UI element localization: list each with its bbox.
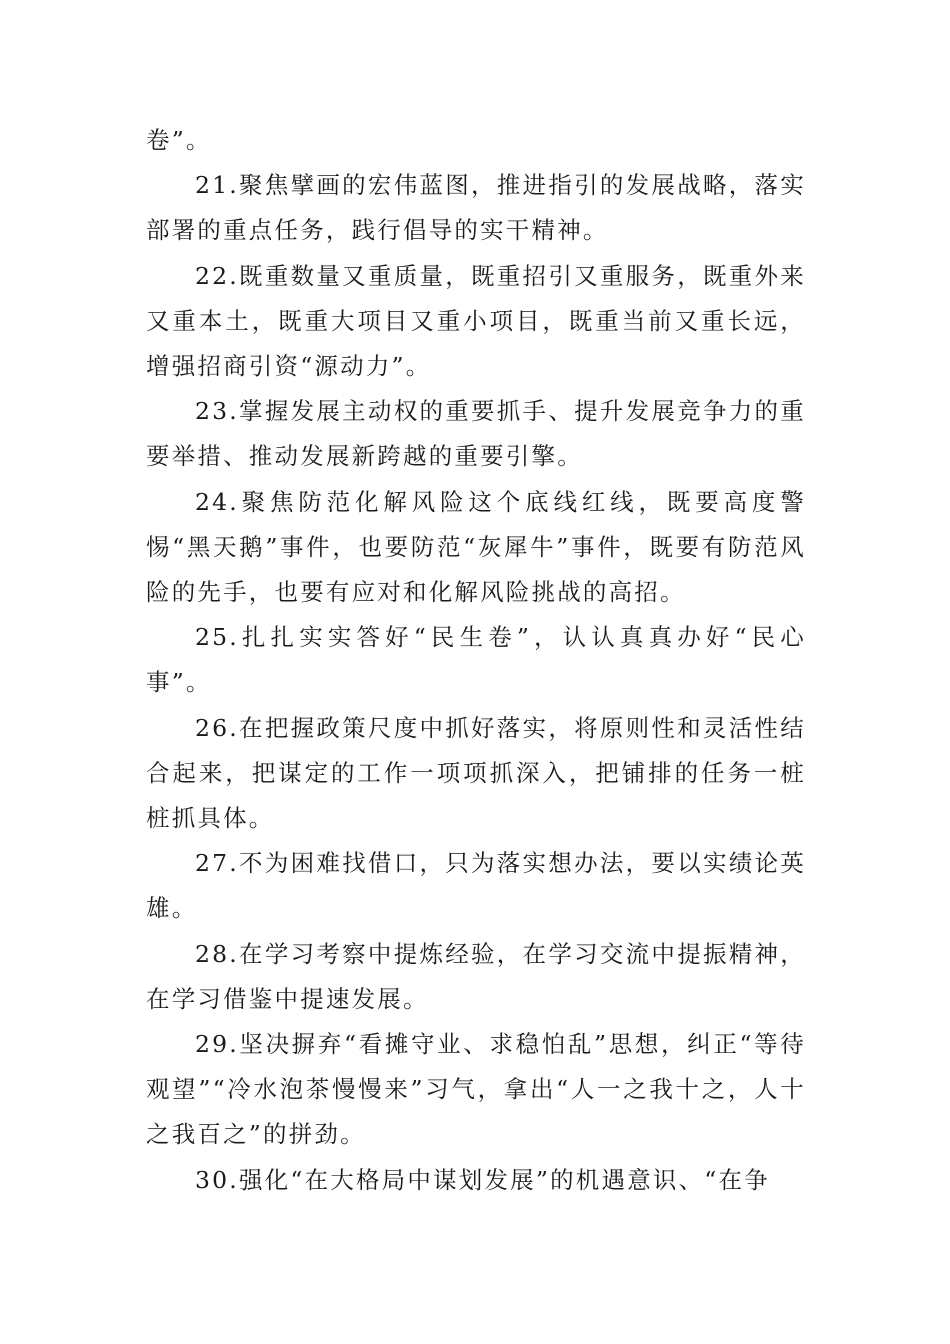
paragraph-item-29: 29.坚决摒弃“看摊守业、求稳怕乱”思想，纠正“等待观望”“冷水泡茶慢慢来”习气，拿出“人一之我十之，人十之我百之”的拼劲。 [146, 1030, 806, 1149]
paragraph-item-24: 24.聚焦防范化解风险这个底线红线，既要高度警惕“黑天鹅”事件，也要防范“灰犀牛”事件，既要有防范风险的先手，也要有应对和化解风险挑战的高招。 [146, 487, 806, 607]
paragraph-continuation: 卷”。 [146, 126, 212, 154]
paragraph-item-22: 22.既重数量又重质量，既重招引又重服务，既重外来又重本土，既重大项目又重小项目，既重当前又重长远，增强招商引资“源动力”。 [146, 261, 806, 381]
paragraph-item-23: 23.掌握发展主动权的重要抓手、提升发展竞争力的重要举措、推动发展新跨越的重要引擎。 [146, 397, 806, 471]
document-body [146, 118, 806, 1203]
paragraph-item-27: 27.不为困难找借口，只为落实想办法，要以实绩论英雄。 [146, 849, 806, 923]
paragraph-item-30: 30.强化“在大格局中谋划发展”的机遇意识、“在争 [195, 1165, 770, 1194]
paragraph-item-28: 28.在学习考察中提炼经验，在学习交流中提振精神，在学习借鉴中提速发展。 [146, 939, 806, 1013]
paragraph-item-25: 25.扎扎实实答好“民生卷”，认认真真办好“民心事”。 [146, 623, 806, 697]
paragraph-item-26: 26.在把握政策尺度中抓好落实，将原则性和灵活性结合起来，把谋定的工作一项项抓深入，把铺排的任务一桩桩抓具体。 [146, 713, 806, 833]
paragraph-item-21: 21.聚焦擘画的宏伟蓝图，推进指引的发展战略，落实部署的重点任务，践行倡导的实干精神。 [146, 171, 806, 245]
